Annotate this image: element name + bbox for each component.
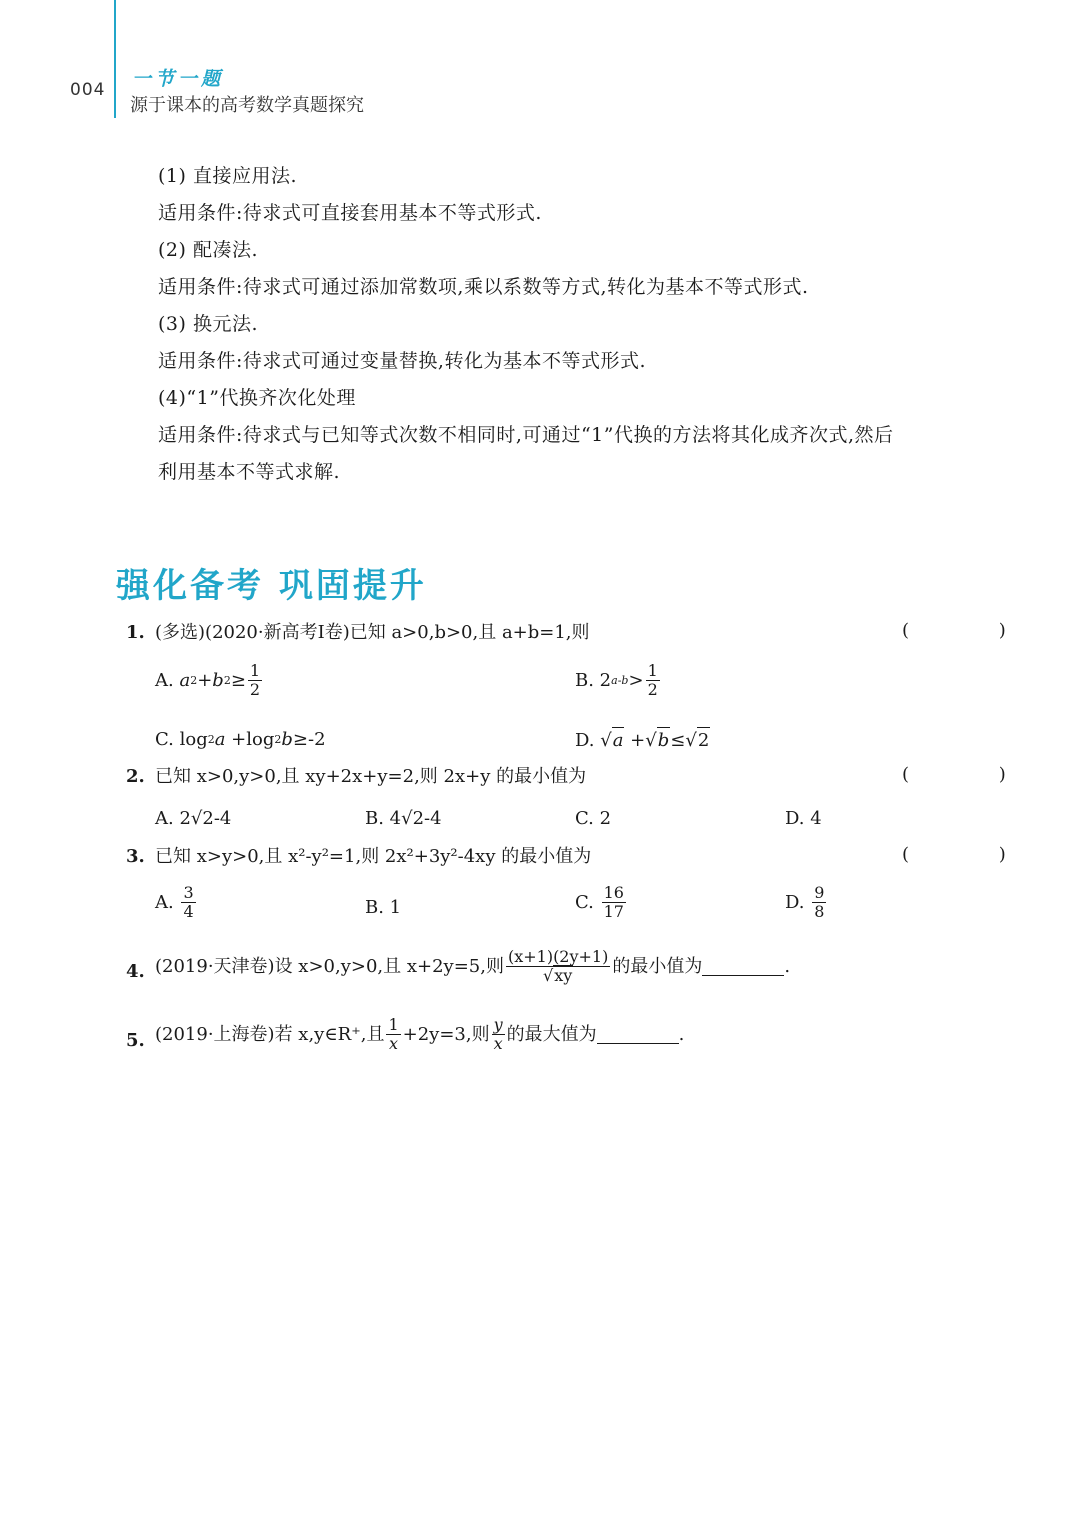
- option-2d: D. 4: [785, 808, 822, 829]
- option-label: B.: [575, 669, 594, 691]
- question-number: 2.: [126, 766, 145, 787]
- answer-blank[interactable]: [702, 957, 784, 976]
- question-text: (多选)(2020·新高考Ⅰ卷)已知 a>0,b>0,且 a+b=1,则: [155, 622, 590, 643]
- option-3a: A. $\frac{3}{4}$: [155, 883, 194, 921]
- option-label: C.: [155, 729, 174, 750]
- option-1d: D. √ a +√ b ≤√ 2: [575, 727, 710, 754]
- method-line: (3) 换元法.: [158, 313, 258, 335]
- option-3d: D. $\frac{9}{8}$: [785, 883, 825, 921]
- fraction: $\frac{16}{17}$: [603, 883, 624, 921]
- fraction: $\frac{y}{x}$: [493, 1015, 503, 1053]
- question-text: 已知 x>0,y>0,且 xy+2x+y=2,则 2x+y 的最小值为: [155, 766, 587, 787]
- answer-blank[interactable]: [597, 1025, 679, 1044]
- fraction: $\frac{1}{2}$: [249, 661, 261, 699]
- question-text: 已知 x>y>0,且 x²-y²=1,则 2x²+3y²-4xy 的最小值为: [155, 846, 592, 867]
- option-label: D.: [575, 729, 595, 751]
- method-line: 利用基本不等式求解.: [158, 461, 341, 483]
- method-line: 适用条件:待求式可通过变量替换,转化为基本不等式形式.: [158, 350, 646, 372]
- method-line: 适用条件:待求式可直接套用基本不等式形式.: [158, 202, 542, 224]
- fraction: $\frac{(x+1)(2y+1)}{√xy}$: [507, 947, 609, 985]
- question-number: 4.: [126, 961, 145, 982]
- question-number: 5.: [126, 1030, 145, 1051]
- fraction: $\frac{1}{2}$: [647, 661, 658, 699]
- fraction: $\frac{9}{8}$: [814, 883, 825, 921]
- question-number: 1.: [126, 622, 145, 643]
- book-subtitle: 源于课本的高考数学真题探究: [130, 95, 364, 116]
- option-1c: C. log 2 a + log 2 b ≥-2: [155, 727, 326, 753]
- method-line: 适用条件:待求式可通过添加常数项,乘以系数等方式,转化为基本不等式形式.: [158, 276, 809, 298]
- option-2a: A. 2√2-4: [155, 808, 232, 829]
- method-line: (1) 直接应用法.: [158, 165, 297, 187]
- answer-paren: ( ): [902, 764, 1048, 785]
- question-number: 3.: [126, 846, 145, 867]
- option-1b: B. 2 a-b > $\frac{1}{2}$: [575, 661, 658, 699]
- method-line: (2) 配凑法.: [158, 239, 258, 261]
- method-line: (4)“1”代换齐次化处理: [158, 387, 356, 409]
- question-text: (2019·天津卷)设 x>0,y>0,且 x+2y=5,则 $\frac{(x+1)(2y+1)}{√xy}$ 的最小值为 .: [155, 947, 791, 985]
- option-1a: A. a 2 + b 2 ≥ $\frac{1}{2}$: [155, 661, 261, 699]
- section-title: 强化备考 巩固提升: [116, 566, 427, 606]
- method-line: 适用条件:待求式与已知等式次数不相同时,可通过“1”代换的方法将其化成齐次式,然后: [158, 424, 894, 446]
- question-text: (2019·上海卷)若 x,y∈R⁺,且 $\frac{1}{x}$ +2y=3,则 $\frac{y}{x}$ 的最大值为 .: [155, 1015, 685, 1053]
- fraction: $\frac{1}{x}$: [388, 1015, 399, 1053]
- option-2b: B. 4√2-4: [365, 808, 442, 829]
- header-rule: [114, 0, 116, 118]
- fraction: $\frac{3}{4}$: [183, 883, 194, 921]
- answer-paren: ( ): [902, 844, 1048, 865]
- option-3b: B. 1: [365, 897, 402, 918]
- option-3c: C. $\frac{16}{17}$: [575, 883, 624, 921]
- option-2c: C. 2: [575, 808, 612, 829]
- option-label: A.: [155, 669, 174, 691]
- answer-paren: ( ): [902, 620, 1048, 641]
- series-title: 一节一题: [132, 68, 225, 90]
- page-number: 004: [70, 80, 106, 100]
